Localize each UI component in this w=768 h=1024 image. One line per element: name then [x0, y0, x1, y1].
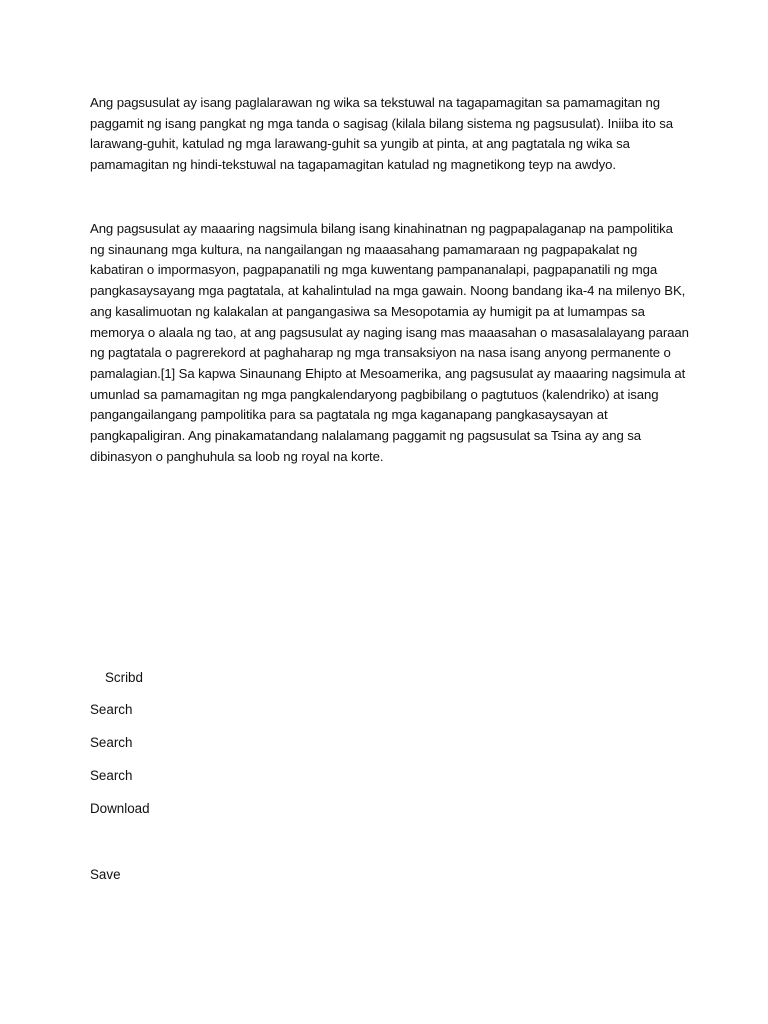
search-label-3: Search	[90, 768, 133, 783]
search-label-1: Search	[90, 702, 133, 717]
save-label: Save	[90, 867, 121, 882]
body-paragraph-2: Ang pagsusulat ay maaaring nagsimula bilang isang kinahinatnan ng pagpapalaganap na pampolitika ng sinaunang mga kultura, na nangailangan ng maaasahang pamamaraan ng pagpapakalat ng kabatiran o impormasyon, pagpapanatili ng mga kuwentang pampananalapi, pagpapanatili ng mga pangkasaysayang mga pagtatala, at kahalintulad na mga gawain. Noong bandang ika-4 na milenyo BK, ang kasalimuotan ng kalakalan at pangangasiwa sa Mesopotamia ay humigit pa at lumampas sa memorya o alaala ng tao, at ang pagsusulat ay naging isang mas maaasahan o masasalalayang paraan ng pagtatala o pagrerekord at paghaharap ng mga transaksiyon na nasa isang anyong permanente o pamalagian.[1] Sa kapwa Sinaunang Ehipto at Mesoamerika, ang pagsusulat ay maaaring nagsimula at umunlad sa pamamagitan ng mga pangkalendaryong pagbibilang o pagtutuos (kalendriko) at isang pangangailangang pampolitika para sa pagtatala ng mga kaganapang pangkasaysayan at pangkapaligiran. Ang pinakamatandang nalalamang paggamit ng pagsusulat sa Tsina ay ang sa dibinasyon o panghuhula sa loob ng royal na korte.	[90, 221, 689, 464]
download-label: Download	[90, 801, 150, 816]
search-label-2: Search	[90, 735, 133, 750]
body-paragraph-1: Ang pagsusulat ay isang paglalarawan ng wika sa tekstuwal na tagapamagitan sa pamamagitan ng paggamit ng isang pangkat ng mga tanda o sagisag (kilala bilang sistema ng pagsusulat). Iniiba ito sa larawang-guhit, katulad ng mga larawang-guhit sa yungib at pinta, at ang pagtatala ng wika sa pamamagitan ng hindi-tekstuwal na tagapamagitan katulad ng magnetikong teyp na awdyo.	[90, 95, 673, 173]
scribd-label: Scribd	[105, 670, 143, 685]
